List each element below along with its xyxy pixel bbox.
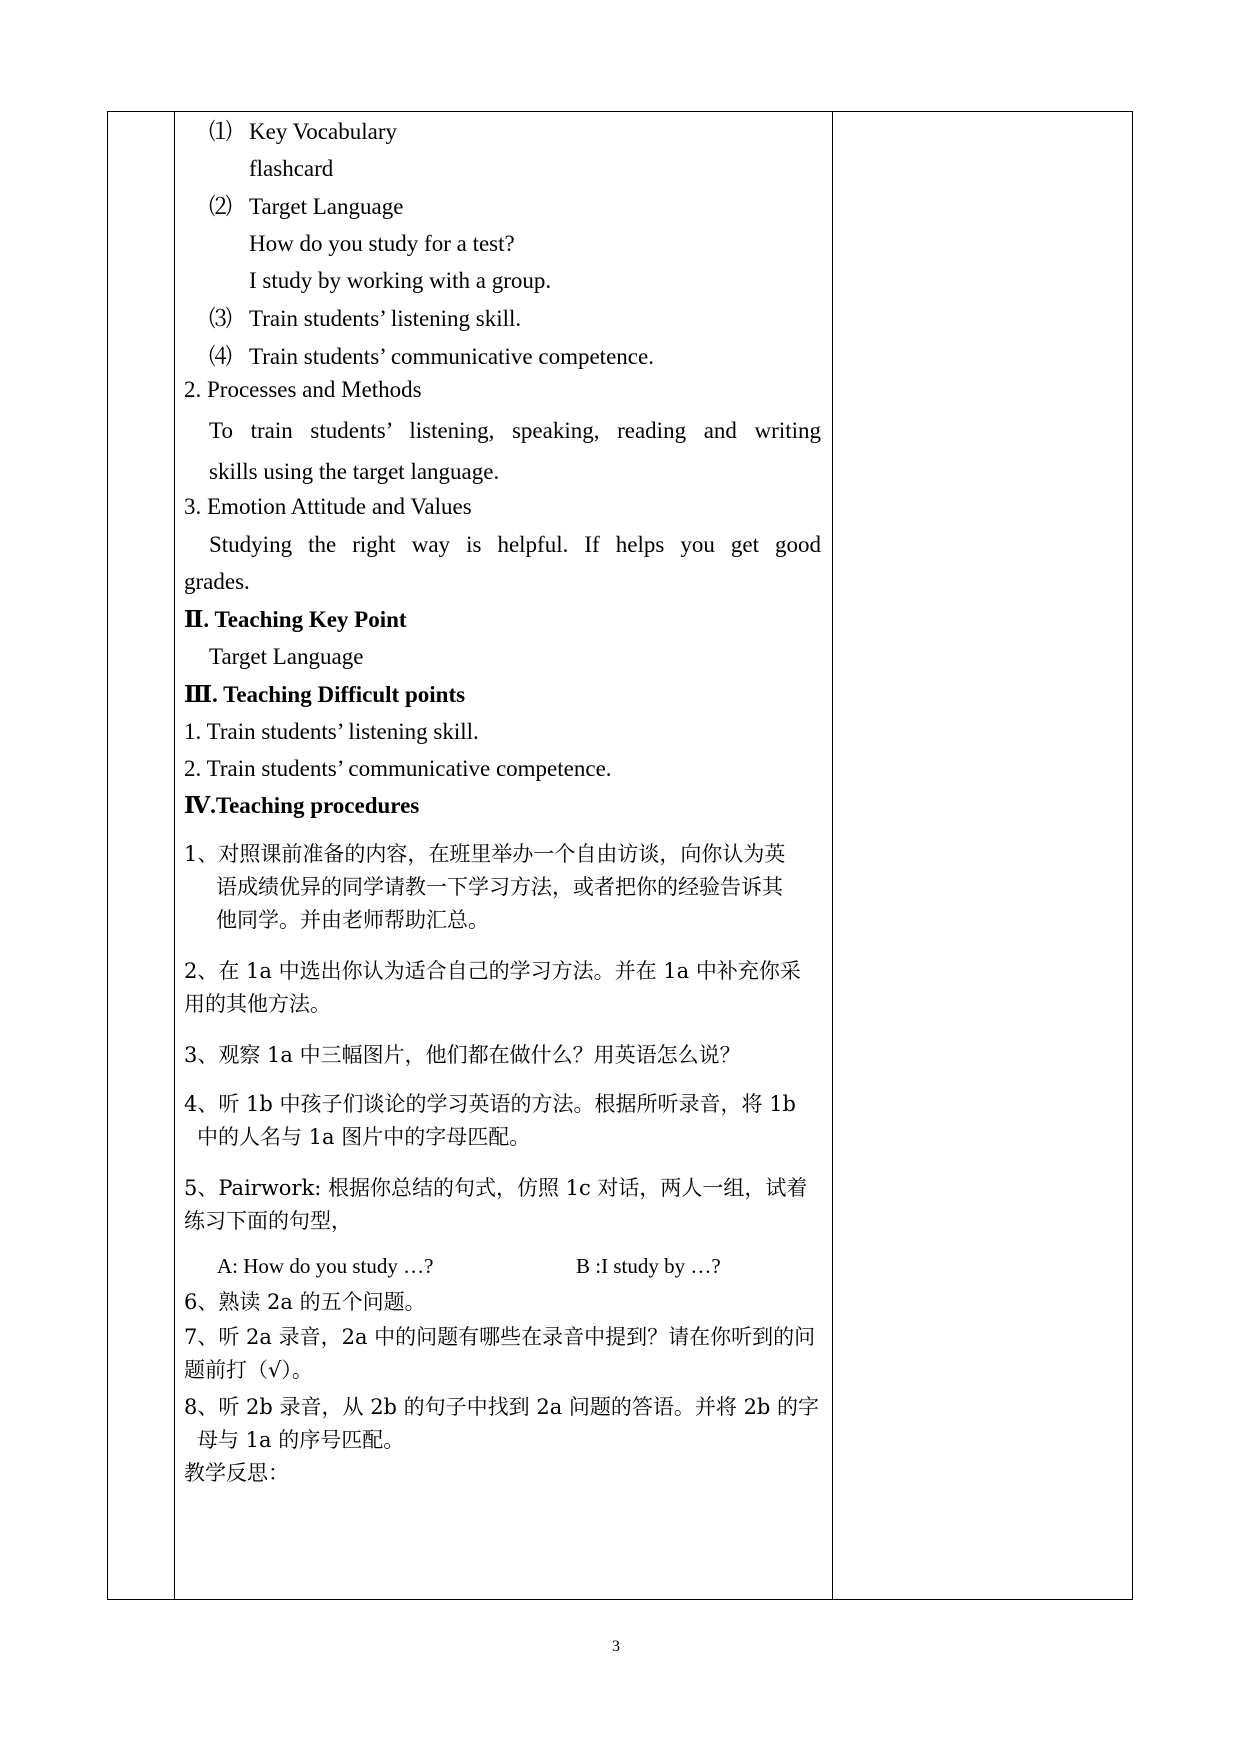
procedure-5-sentence-a: A: How do you study …? [217,1254,434,1278]
objective-3-text: Train students’ listening skill. [249,306,522,331]
procedure-5-sentence-b: B :I study by …? [576,1254,721,1278]
procedure-7-line-1: 7、听 2a 录音，2a 中的问题有哪些在录音中提到？请在你听到的问 [184,1325,816,1349]
procedure-6-line-1: 6、熟读 2a 的五个问题。 [184,1290,426,1314]
procedure-5-line-1: 5、Pairwork: 根据你总结的句式，仿照 1c 对话，两人一组，试着 [184,1176,808,1200]
page-number: 3 [612,1638,620,1655]
procedure-1-line-3: 他同学。并由老师帮助汇总。 [216,908,489,932]
difficult-heading: Ⅲ. Teaching Difficult points [184,682,466,707]
procedure-5-line-2: 练习下面的句型， [184,1209,352,1233]
difficult-line-2: 2. Train students’ communicative competence. [184,756,612,781]
main-content-column [175,112,833,1599]
difficult-line-1: 1. Train students’ listening skill. [184,719,479,744]
objective-1-detail: flashcard [249,156,334,181]
procedure-7-line-2: 题前打（√）。 [184,1358,313,1382]
procedure-2-line-1: 2、在 1a 中选出你认为适合自己的学习方法。并在 1a 中补充你采 [184,959,801,983]
emotion-heading: 3. Emotion Attitude and Values [184,494,472,519]
objective-4-text: Train students’ communicative competence. [249,344,654,369]
objective-2-num: ⑵ [209,194,232,219]
lesson-plan-table [107,111,1133,1600]
procedures-heading: Ⅳ.Teaching procedures [184,793,420,818]
procedure-1-line-2: 语成绩优异的同学请教一下学习方法，或者把你的经验告诉其 [216,875,783,899]
procedure-4-line-2: 中的人名与 1a 图片中的字母匹配。 [197,1125,531,1149]
emotion-line-2: grades. [184,569,250,594]
procedure-8-line-1: 8、听 2b 录音，从 2b 的句子中找到 2a 问题的答语。并将 2b 的字 [184,1395,820,1419]
procedure-3-line-1: 3、观察 1a 中三幅图片，他们都在做什么？用英语怎么说？ [184,1043,741,1067]
processes-line-2: skills using the target language. [209,459,500,484]
emotion-line-1: Studying the right way is helpful. If helps you get good [209,532,821,557]
processes-heading: 2. Processes and Methods [184,377,422,402]
procedure-1-line-1: 1、对照课前准备的内容，在班里举办一个自由访谈，向你认为英 [184,842,786,866]
objective-4-num: ⑷ [209,344,232,369]
procedure-2-line-2: 用的其他方法。 [184,992,331,1016]
objective-2-title: Target Language [249,194,404,219]
procedure-8-line-2: 母与 1a 的序号匹配。 [197,1428,405,1452]
key-point-text: Target Language [209,644,364,669]
left-column [108,112,175,1599]
objective-2-line-2: I study by working with a group. [249,268,552,293]
objective-1-num: ⑴ [209,119,232,144]
key-point-heading: Ⅱ. Teaching Key Point [184,607,407,632]
objective-1-title: Key Vocabulary [249,119,397,144]
notes-column [833,112,1132,1599]
procedure-4-line-1: 4、听 1b 中孩子们谈论的学习英语的方法。根据所听录音，将 1b [184,1092,796,1116]
objective-2-line-1: How do you study for a test? [249,231,515,256]
processes-line-1: To train students’ listening, speaking, reading and writing [209,418,821,443]
objective-3-num: ⑶ [209,306,232,331]
reflection-label: 教学反思： [184,1461,289,1485]
